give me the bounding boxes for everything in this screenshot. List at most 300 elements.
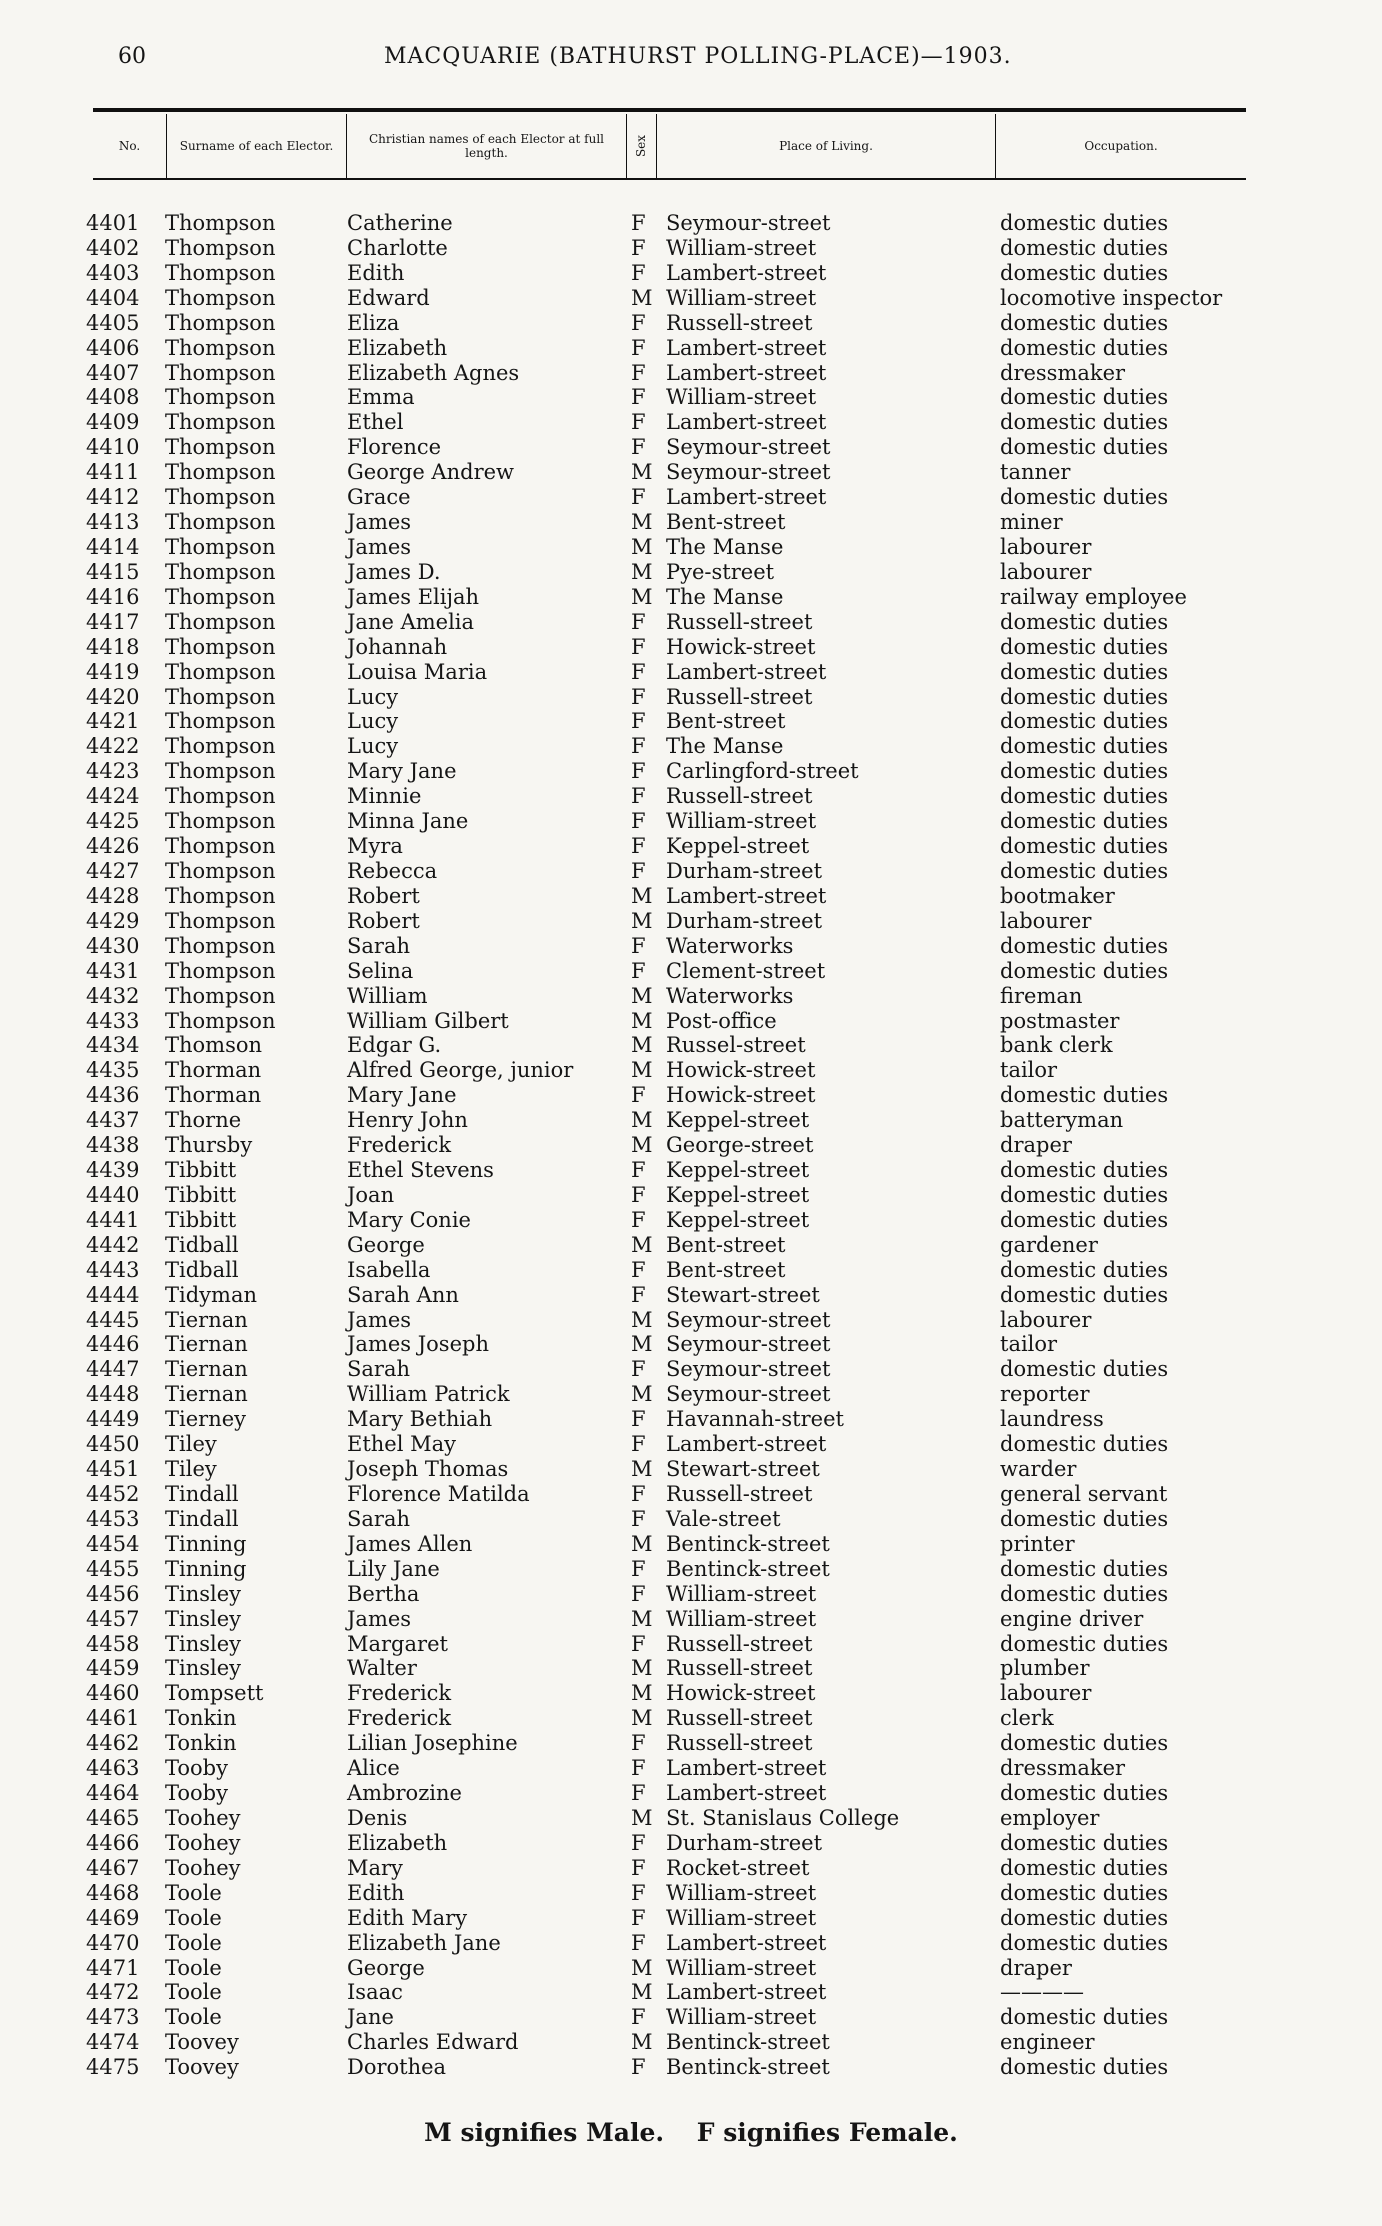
elector-christian-names: Elizabeth	[347, 335, 448, 360]
elector-occupation: domestic duties	[1000, 1182, 1169, 1207]
page-title: MACQUARIE (BATHURST POLLING-PLACE)—1903.	[384, 44, 1012, 69]
elector-surname: Thompson	[165, 460, 276, 485]
elector-occupation: gardener	[1000, 1232, 1098, 1257]
elector-occupation: domestic duties	[1000, 1556, 1169, 1581]
elector-christian-names: James	[347, 1606, 412, 1631]
elector-christian-names: Robert	[347, 883, 420, 908]
elector-number: 4441	[86, 1207, 140, 1232]
elector-place-of-living: Russell-street	[666, 784, 813, 809]
column-header-no: No.	[93, 114, 167, 178]
table-row	[0, 485, 1382, 510]
elector-number: 4435	[86, 1058, 140, 1083]
elector-place-of-living: Vale-street	[666, 1506, 781, 1531]
elector-number: 4450	[86, 1432, 140, 1457]
table-row	[0, 1931, 1382, 1956]
elector-christian-names: James	[347, 534, 412, 559]
elector-place-of-living: William-street	[666, 1955, 817, 1980]
elector-place-of-living: Bentinck-street	[666, 1531, 830, 1556]
elector-christian-names: Robert	[347, 908, 420, 933]
elector-place-of-living: Seymour-street	[666, 460, 831, 485]
elector-sex: M	[631, 285, 653, 310]
elector-place-of-living: William-street	[666, 1581, 817, 1606]
elector-place-of-living: Russell-street	[666, 1656, 813, 1681]
elector-place-of-living: Durham-street	[666, 908, 823, 933]
elector-occupation: domestic duties	[1000, 310, 1169, 335]
elector-number: 4469	[86, 1905, 140, 1930]
elector-place-of-living: Havannah-street	[666, 1407, 844, 1432]
elector-sex: F	[631, 1407, 646, 1432]
elector-surname: Thorne	[165, 1108, 242, 1133]
elector-number: 4462	[86, 1731, 140, 1756]
elector-place-of-living: Russell-street	[666, 1631, 813, 1656]
table-row	[0, 1058, 1382, 1083]
elector-surname: Tidball	[165, 1232, 239, 1257]
elector-sex: M	[631, 559, 653, 584]
elector-number: 4434	[86, 1033, 140, 1058]
table-row	[0, 1332, 1382, 1357]
elector-place-of-living: Durham-street	[666, 1830, 823, 1855]
elector-occupation: printer	[1000, 1531, 1075, 1556]
elector-number: 4414	[86, 534, 140, 559]
elector-surname: Toohey	[165, 1806, 241, 1830]
elector-sex: F	[631, 2055, 646, 2080]
elector-sex: M	[631, 1955, 653, 1980]
table-row	[0, 585, 1382, 610]
elector-occupation: tailor	[1000, 1332, 1058, 1357]
table-row	[0, 859, 1382, 884]
elector-christian-names: Sarah	[347, 933, 410, 958]
table-row	[0, 1706, 1382, 1731]
elector-sex: F	[631, 809, 646, 834]
elector-sex: F	[631, 609, 646, 634]
elector-surname: Thompson	[165, 933, 276, 958]
elector-christian-names: Johannah	[347, 634, 448, 659]
elector-place-of-living: Rocket-street	[666, 1855, 810, 1880]
elector-christian-names: Lucy	[347, 734, 399, 759]
table-row	[0, 660, 1382, 685]
elector-christian-names: James Allen	[347, 1531, 473, 1556]
elector-occupation: domestic duties	[1000, 1257, 1169, 1282]
table-row	[0, 984, 1382, 1009]
elector-occupation: domestic duties	[1000, 385, 1169, 410]
elector-occupation: domestic duties	[1000, 211, 1169, 235]
elector-place-of-living: Lambert-street	[666, 485, 827, 510]
elector-number: 4421	[86, 709, 140, 734]
elector-christian-names: Charlotte	[347, 235, 448, 260]
table-row	[0, 884, 1382, 909]
elector-number: 4409	[86, 410, 140, 435]
elector-place-of-living: Stewart-street	[666, 1282, 820, 1307]
elector-number: 4439	[86, 1158, 140, 1183]
elector-number: 4432	[86, 983, 140, 1008]
elector-christian-names: Mary Bethiah	[347, 1407, 493, 1432]
elector-surname: Thompson	[165, 360, 276, 385]
elector-place-of-living: Bent-street	[666, 510, 786, 535]
elector-number: 4440	[86, 1182, 140, 1207]
elector-christian-names: Myra	[347, 834, 403, 859]
elector-sex: F	[631, 435, 646, 460]
elector-occupation: domestic duties	[1000, 1158, 1169, 1183]
elector-occupation: ————	[1000, 1980, 1084, 2005]
elector-place-of-living: St. Stanislaus College	[666, 1806, 900, 1830]
column-header-christian-names: Christian names of each Elector at full length.	[347, 114, 627, 178]
table-row	[0, 361, 1382, 386]
elector-christian-names: William	[347, 983, 428, 1008]
elector-place-of-living: Keppel-street	[666, 1207, 810, 1232]
elector-sex: M	[631, 1133, 653, 1158]
elector-surname: Thompson	[165, 485, 276, 510]
elector-occupation: labourer	[1000, 1681, 1092, 1706]
elector-christian-names: Bertha	[347, 1581, 420, 1606]
elector-place-of-living: George-street	[666, 1133, 814, 1158]
elector-place-of-living: Stewart-street	[666, 1457, 820, 1482]
elector-surname: Thompson	[165, 759, 276, 784]
table-row	[0, 1831, 1382, 1856]
elector-christian-names: James Elijah	[347, 584, 480, 609]
table-row	[0, 1856, 1382, 1881]
elector-number: 4417	[86, 609, 140, 634]
elector-place-of-living: Russell-street	[666, 609, 813, 634]
elector-christian-names: Grace	[347, 485, 411, 510]
elector-sex: F	[631, 1905, 646, 1930]
table-row	[0, 1382, 1382, 1407]
table-row	[0, 1781, 1382, 1806]
elector-sex: F	[631, 335, 646, 360]
elector-occupation: domestic duties	[1000, 1207, 1169, 1232]
elector-number: 4402	[86, 235, 140, 260]
elector-surname: Tindall	[165, 1482, 239, 1507]
elector-christian-names: Ambrozine	[347, 1781, 462, 1806]
elector-surname: Thompson	[165, 958, 276, 983]
elector-number: 4416	[86, 584, 140, 609]
elector-surname: Tiley	[165, 1432, 217, 1457]
elector-sex: F	[631, 385, 646, 410]
elector-number: 4407	[86, 360, 140, 385]
elector-christian-names: Catherine	[347, 211, 453, 235]
table-row	[0, 1632, 1382, 1657]
elector-place-of-living: The Manse	[666, 734, 784, 759]
elector-occupation: domestic duties	[1000, 759, 1169, 784]
elector-number: 4465	[86, 1806, 140, 1830]
table-row	[0, 709, 1382, 734]
elector-christian-names: Eliza	[347, 310, 400, 335]
elector-number: 4438	[86, 1133, 140, 1158]
elector-occupation: plumber	[1000, 1656, 1090, 1681]
elector-place-of-living: Durham-street	[666, 858, 823, 883]
elector-surname: Thorman	[165, 1058, 262, 1083]
header-rule	[93, 108, 1246, 112]
table-row	[0, 1108, 1382, 1133]
elector-surname: Toohey	[165, 1855, 241, 1880]
elector-sex: F	[631, 260, 646, 285]
elector-number: 4466	[86, 1830, 140, 1855]
elector-surname: Toole	[165, 1980, 222, 2005]
elector-surname: Thompson	[165, 634, 276, 659]
elector-occupation: domestic duties	[1000, 958, 1169, 983]
elector-place-of-living: Seymour-street	[666, 1357, 831, 1382]
elector-occupation: clerk	[1000, 1706, 1054, 1731]
elector-sex: F	[631, 360, 646, 385]
table-row	[0, 1357, 1382, 1382]
elector-place-of-living: William-street	[666, 809, 817, 834]
elector-sex: M	[631, 1980, 653, 2005]
elector-place-of-living: Howick-street	[666, 1083, 816, 1108]
elector-sex: F	[631, 933, 646, 958]
elector-place-of-living: William-street	[666, 1905, 817, 1930]
elector-occupation: draper	[1000, 1955, 1072, 1980]
elector-sex: F	[631, 709, 646, 734]
elector-surname: Thompson	[165, 559, 276, 584]
column-header-sex-label: Sex	[634, 134, 649, 158]
elector-number: 4420	[86, 684, 140, 709]
elector-sex: F	[631, 1731, 646, 1756]
elector-sex: M	[631, 1108, 653, 1133]
page-header	[0, 40, 1382, 80]
elector-surname: Tinsley	[165, 1581, 242, 1606]
elector-christian-names: Lucy	[347, 684, 399, 709]
elector-sex: F	[631, 858, 646, 883]
elector-place-of-living: The Manse	[666, 584, 784, 609]
elector-list	[0, 211, 1382, 2080]
elector-surname: Tibbitt	[165, 1207, 237, 1232]
elector-christian-names: Isaac	[347, 1980, 403, 2005]
elector-number: 4411	[86, 460, 140, 485]
elector-surname: Thompson	[165, 858, 276, 883]
elector-surname: Toovey	[165, 2055, 239, 2080]
elector-surname: Tompsett	[165, 1681, 264, 1706]
elector-surname: Toohey	[165, 1830, 241, 1855]
elector-place-of-living: Waterworks	[666, 933, 794, 958]
elector-surname: Thompson	[165, 310, 276, 335]
elector-number: 4455	[86, 1556, 140, 1581]
table-row	[0, 1158, 1382, 1183]
elector-occupation: railway employee	[1000, 584, 1187, 609]
elector-surname: Thompson	[165, 235, 276, 260]
elector-occupation: domestic duties	[1000, 335, 1169, 360]
elector-occupation: domestic duties	[1000, 1083, 1169, 1108]
elector-number: 4468	[86, 1880, 140, 1905]
elector-christian-names: Joan	[347, 1182, 395, 1207]
elector-sex: M	[631, 1232, 653, 1257]
elector-christian-names: Elizabeth Agnes	[347, 360, 520, 385]
elector-number: 4401	[86, 211, 140, 235]
elector-sex: M	[631, 1457, 653, 1482]
elector-occupation: domestic duties	[1000, 933, 1169, 958]
elector-occupation: domestic duties	[1000, 609, 1169, 634]
elector-place-of-living: Bent-street	[666, 709, 786, 734]
elector-occupation: engine driver	[1000, 1606, 1144, 1631]
table-row	[0, 435, 1382, 460]
elector-surname: Thompson	[165, 285, 276, 310]
elector-sex: M	[631, 584, 653, 609]
elector-sex: M	[631, 1606, 653, 1631]
elector-place-of-living: Keppel-street	[666, 834, 810, 859]
elector-christian-names: Dorothea	[347, 2055, 447, 2080]
elector-christian-names: Lucy	[347, 709, 399, 734]
elector-number: 4452	[86, 1482, 140, 1507]
elector-christian-names: James	[347, 510, 412, 535]
elector-surname: Tinsley	[165, 1606, 242, 1631]
elector-occupation: miner	[1000, 510, 1063, 535]
elector-place-of-living: Carlingford-street	[666, 759, 859, 784]
elector-christian-names: Mary Jane	[347, 759, 457, 784]
elector-occupation: draper	[1000, 1133, 1072, 1158]
table-row	[0, 2005, 1382, 2030]
elector-sex: F	[631, 1432, 646, 1457]
elector-number: 4446	[86, 1332, 140, 1357]
elector-occupation: labourer	[1000, 1307, 1092, 1332]
table-row	[0, 734, 1382, 759]
elector-surname: Toole	[165, 1905, 222, 1930]
table-row	[0, 1183, 1382, 1208]
column-header-occupation: Occupation.	[1084, 139, 1158, 153]
elector-place-of-living: Keppel-street	[666, 1108, 810, 1133]
table-row	[0, 1033, 1382, 1058]
table-row	[0, 1980, 1382, 2005]
elector-sex: M	[631, 1382, 653, 1407]
elector-surname: Thompson	[165, 684, 276, 709]
elector-christian-names: James	[347, 1307, 412, 1332]
elector-occupation: domestic duties	[1000, 1930, 1169, 1955]
table-row	[0, 1208, 1382, 1233]
elector-place-of-living: Howick-street	[666, 1058, 816, 1083]
elector-sex: F	[631, 1830, 646, 1855]
elector-occupation: domestic duties	[1000, 1432, 1169, 1457]
elector-christian-names: Ethel	[347, 410, 404, 435]
elector-sex: F	[631, 1282, 646, 1307]
elector-occupation: domestic duties	[1000, 410, 1169, 435]
elector-sex: F	[631, 410, 646, 435]
elector-place-of-living: Keppel-street	[666, 1182, 810, 1207]
elector-occupation: domestic duties	[1000, 1282, 1169, 1307]
elector-sex: M	[631, 1531, 653, 1556]
table-row	[0, 1507, 1382, 1532]
page-number: 60	[118, 44, 146, 69]
elector-christian-names: William Patrick	[347, 1382, 510, 1407]
elector-place-of-living: Waterworks	[666, 983, 794, 1008]
table-row	[0, 635, 1382, 660]
elector-number: 4405	[86, 310, 140, 335]
elector-occupation: labourer	[1000, 908, 1092, 933]
elector-place-of-living: Russell-street	[666, 1706, 813, 1731]
elector-place-of-living: William-street	[666, 285, 817, 310]
table-row	[0, 1432, 1382, 1457]
elector-surname: Tonkin	[165, 1731, 237, 1756]
table-row	[0, 261, 1382, 286]
elector-occupation: bootmaker	[1000, 883, 1115, 908]
elector-sex: F	[631, 235, 646, 260]
elector-place-of-living: Bentinck-street	[666, 1556, 830, 1581]
elector-place-of-living: Lambert-street	[666, 1980, 827, 2005]
table-row	[0, 1009, 1382, 1034]
elector-occupation: domestic duties	[1000, 634, 1169, 659]
elector-sex: M	[631, 1332, 653, 1357]
elector-number: 4474	[86, 2030, 140, 2055]
elector-number: 4436	[86, 1083, 140, 1108]
table-row	[0, 311, 1382, 336]
elector-surname: Tooby	[165, 1781, 228, 1806]
elector-christian-names: Sarah	[347, 1506, 410, 1531]
elector-christian-names: George	[347, 1232, 425, 1257]
elector-occupation: bank clerk	[1000, 1033, 1113, 1058]
elector-sex: M	[631, 883, 653, 908]
elector-place-of-living: Seymour-street	[666, 1307, 831, 1332]
elector-sex: M	[631, 1008, 653, 1033]
elector-number: 4422	[86, 734, 140, 759]
elector-number: 4426	[86, 834, 140, 859]
elector-occupation: domestic duties	[1000, 1855, 1169, 1880]
elector-surname: Thompson	[165, 410, 276, 435]
table-row	[0, 1582, 1382, 1607]
elector-place-of-living: Lambert-street	[666, 335, 827, 360]
elector-christian-names: Edward	[347, 285, 430, 310]
elector-surname: Tiernan	[165, 1332, 248, 1357]
table-row	[0, 385, 1382, 410]
table-row	[0, 1083, 1382, 1108]
elector-surname: Thompson	[165, 734, 276, 759]
elector-number: 4404	[86, 285, 140, 310]
elector-surname: Thompson	[165, 709, 276, 734]
elector-surname: Tierney	[165, 1407, 247, 1432]
elector-surname: Toole	[165, 1930, 222, 1955]
elector-occupation: domestic duties	[1000, 235, 1169, 260]
elector-occupation: domestic duties	[1000, 734, 1169, 759]
table-row	[0, 510, 1382, 535]
elector-sex: F	[631, 211, 646, 235]
elector-christian-names: Mary Conie	[347, 1207, 471, 1232]
elector-sex: F	[631, 1506, 646, 1531]
elector-christian-names: George Andrew	[347, 460, 515, 485]
elector-number: 4458	[86, 1631, 140, 1656]
elector-sex: F	[631, 1880, 646, 1905]
elector-christian-names: Louisa Maria	[347, 659, 488, 684]
elector-number: 4457	[86, 1606, 140, 1631]
table-row	[0, 784, 1382, 809]
elector-sex: M	[631, 460, 653, 485]
elector-christian-names: Minnie	[347, 784, 422, 809]
table-row	[0, 834, 1382, 859]
elector-christian-names: Sarah	[347, 1357, 410, 1382]
elector-place-of-living: Russel-street	[666, 1033, 806, 1058]
elector-place-of-living: Bentinck-street	[666, 2055, 830, 2080]
elector-surname: Tidball	[165, 1257, 239, 1282]
table-row	[0, 1482, 1382, 1507]
table-row	[0, 1607, 1382, 1632]
elector-christian-names: Mary Jane	[347, 1083, 457, 1108]
elector-surname: Toovey	[165, 2030, 239, 2055]
elector-place-of-living: Seymour-street	[666, 435, 831, 460]
elector-occupation: labourer	[1000, 534, 1092, 559]
table-row	[0, 410, 1382, 435]
elector-number: 4471	[86, 1955, 140, 1980]
elector-christian-names: Lily Jane	[347, 1556, 440, 1581]
elector-number: 4451	[86, 1457, 140, 1482]
elector-occupation: dressmaker	[1000, 1756, 1126, 1781]
elector-occupation: domestic duties	[1000, 485, 1169, 510]
table-row	[0, 1407, 1382, 1432]
elector-place-of-living: Bent-street	[666, 1257, 786, 1282]
elector-number: 4418	[86, 634, 140, 659]
elector-surname: Thompson	[165, 211, 276, 235]
elector-number: 4447	[86, 1357, 140, 1382]
elector-christian-names: Lilian Josephine	[347, 1731, 518, 1756]
elector-christian-names: Alice	[347, 1756, 400, 1781]
elector-surname: Tibbitt	[165, 1182, 237, 1207]
elector-christian-names: Edith	[347, 1880, 405, 1905]
elector-sex: F	[631, 1158, 646, 1183]
table-row	[0, 685, 1382, 710]
elector-surname: Thompson	[165, 534, 276, 559]
